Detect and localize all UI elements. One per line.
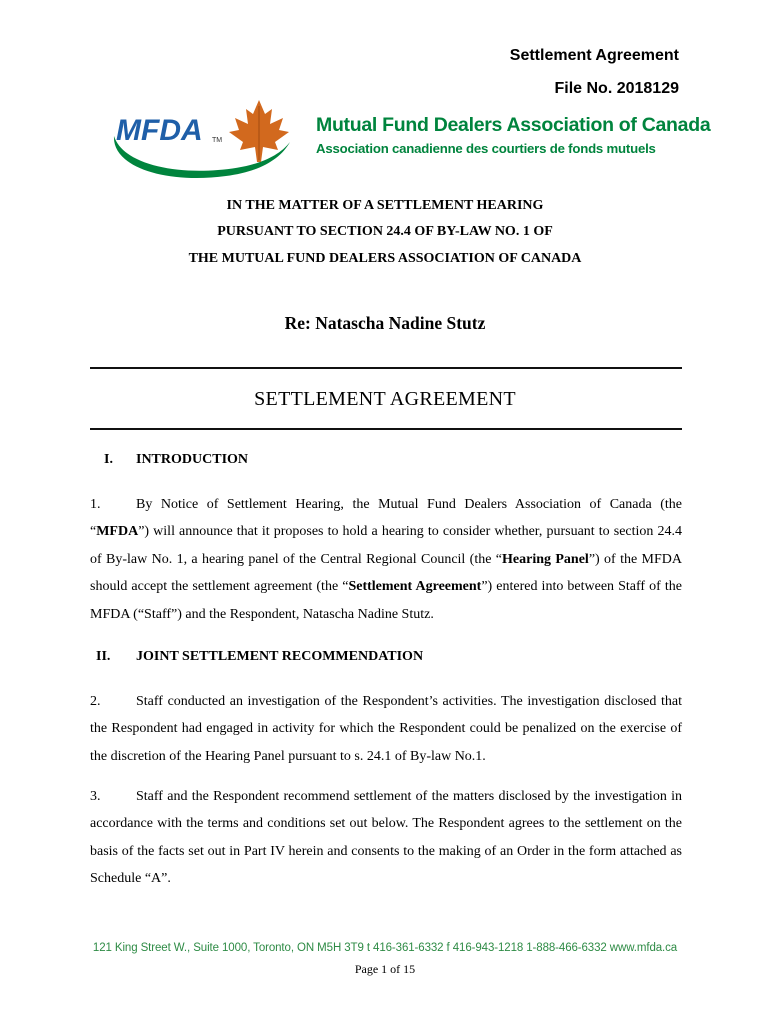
org-name-fr: Association canadienne des courtiers de fonds mutuels xyxy=(316,141,656,156)
defined-term: Settlement Agreement xyxy=(348,579,482,595)
paragraph-text: Staff conducted an investigation of the Respondent’s activities. The investigation disclosed that the Respondent had engaged in activity for which the Respondent could be penalized on the exercise of the discretion of the Hearing Panel pursuant to s. 24.1 of By-law No.1. xyxy=(90,694,682,764)
divider-top xyxy=(90,367,682,369)
matter-line-2: PURSUANT TO SECTION 24.4 OF BY-LAW NO. 1 OF xyxy=(217,224,553,239)
document-title: SETTLEMENT AGREEMENT xyxy=(254,388,516,410)
paragraph-text: ”) of the MFDA should accept the settlement agreement (the “ xyxy=(90,551,682,595)
section-number: I. xyxy=(104,452,113,467)
divider-bottom xyxy=(90,428,682,430)
logo-tm: TM xyxy=(212,137,223,144)
page-number: Page 1 of 15 xyxy=(354,962,416,976)
paragraph-number: 2. xyxy=(90,694,101,709)
paragraph-text: ”) entered into between Staff of the MFDA (“Staff”) and the Respondent, Natascha Nadine Stutz. xyxy=(90,579,683,622)
paragraph-1 xyxy=(90,491,682,628)
paragraph-text: Staff and the Respondent recommend settlement of the matters disclosed by the investigation in accordance with the terms and conditions set out below. The Respondent agrees to the settlement on the basis of the facts set out in Part IV herein and consents to the making of an Order in the form attached as Schedule “A”. xyxy=(90,789,682,887)
paragraph-text: By Notice of Settlement Hearing, the Mutual Fund Dealers Association of Canada (the “ xyxy=(90,497,682,540)
section-title-joint-settlement: JOINT SETTLEMENT RECOMMENDATION xyxy=(136,649,424,664)
defined-term: MFDA xyxy=(96,524,139,540)
paragraph-number: 1. xyxy=(90,497,101,512)
org-name-en: Mutual Fund Dealers Association of Canada xyxy=(316,114,711,136)
paragraph-3 xyxy=(90,783,682,893)
section-number: II. xyxy=(96,649,111,664)
matter-line-1: IN THE MATTER OF A SETTLEMENT HEARING xyxy=(226,198,544,213)
file-number: File No. 2018129 xyxy=(554,80,679,97)
paragraph-text: ”) will announce that it proposes to hold a hearing to consider whether, pursuant to section 24.4 of By-law No. 1, a hearing panel of the Central Regional Council (the “ xyxy=(90,524,682,567)
mfda-logo xyxy=(108,98,711,190)
header-title: Settlement Agreement xyxy=(509,47,679,64)
matter-line-3: THE MUTUAL FUND DEALERS ASSOCIATION OF CANADA xyxy=(188,251,582,266)
mfda-emblem-icon xyxy=(108,98,308,190)
defined-term: Hearing Panel xyxy=(502,551,589,567)
re-respondent: Re: Natascha Nadine Stutz xyxy=(284,313,486,333)
paragraph-2 xyxy=(90,688,682,770)
paragraph-number: 3. xyxy=(90,789,101,804)
logo-acronym: MFDA xyxy=(116,114,203,147)
section-title-introduction: INTRODUCTION xyxy=(136,452,249,467)
footer-address: 121 King Street W., Suite 1000, Toronto, ON M5H 3T9 t 416-361-6332 f 416-943-1218 1-888-466-6332 www.mfda.ca xyxy=(92,942,678,954)
